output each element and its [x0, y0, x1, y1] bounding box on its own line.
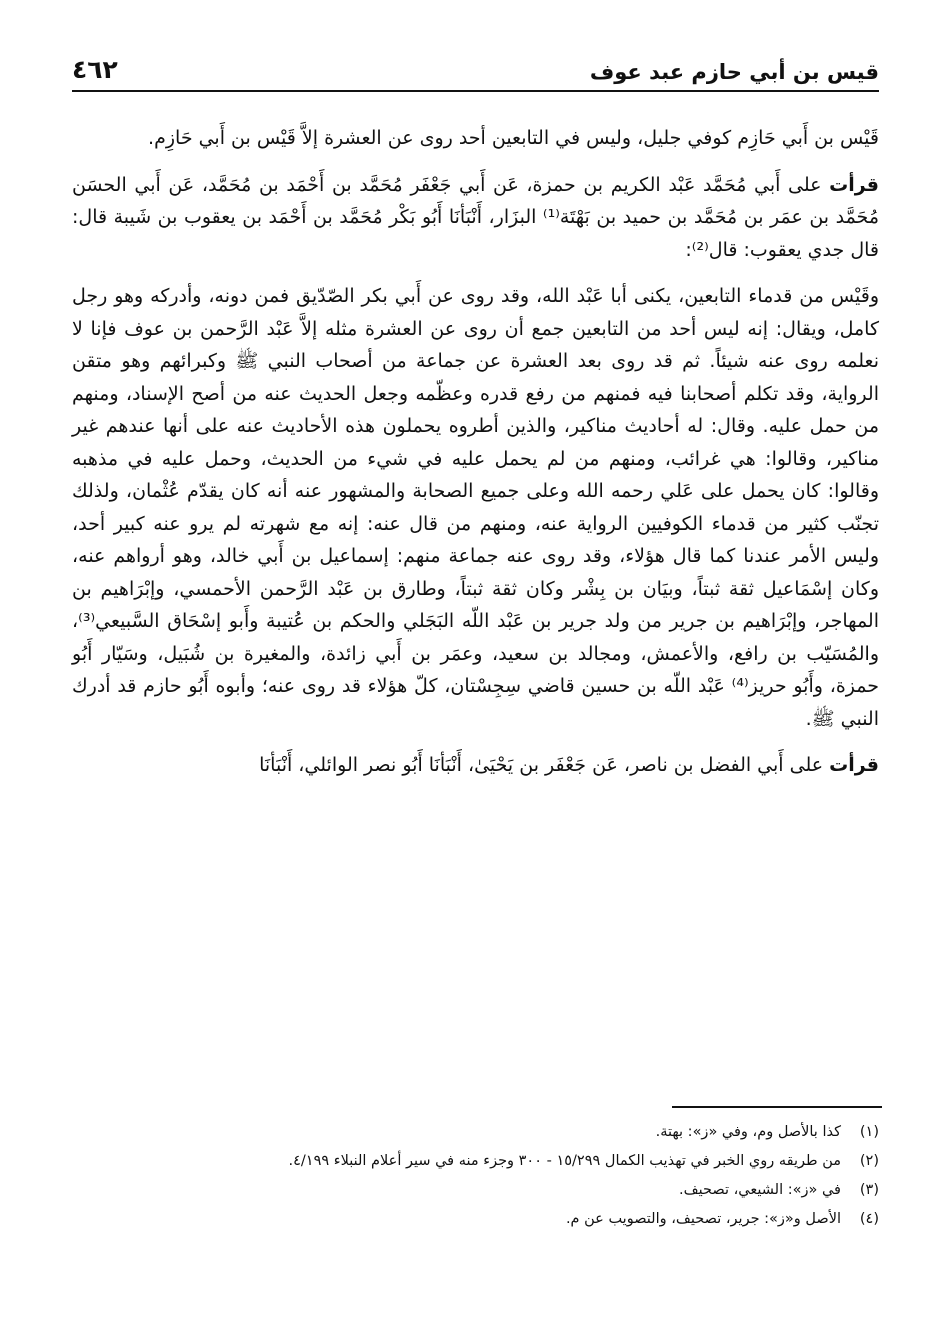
footnote-item — [72, 1147, 879, 1176]
footnote-item — [72, 1176, 879, 1205]
page-number: ٤٦٢ — [72, 55, 118, 84]
footnote-item — [72, 1205, 879, 1234]
paragraph-text: على أَبي الفضل بن ناصر، عَن جَعْفَر بن يَحْيَىٰ، أَنْبَأنَا أَبُو نصر الوائلي، أَنْبَأنَا — [259, 754, 830, 776]
paragraph-text: قَيْس بن أَبي حَازِم كوفي جليل، وليس في التابعين أحد روى عن العشرة إلاَّ قَيْس بن أَبي حَازِم. — [148, 127, 879, 149]
footnotes — [72, 1118, 879, 1234]
footnote-text: الأصل و«ز»: جرير، تصحيف، والتصويب عن م. — [565, 1211, 841, 1227]
footnote-divider — [672, 1106, 882, 1108]
main-text — [72, 122, 879, 782]
footnote-text: من طريقه روي الخبر في تهذيب الكمال ١٥/٢٩٩ - ٣٠٠ وجزء منه في سير أعلام النبلاء ٤/١٩٩. — [288, 1153, 841, 1169]
paragraph-isnad-2 — [72, 749, 879, 782]
footnote-number: (٣) — [859, 1182, 879, 1198]
footnote-text: كذا بالأصل وم، وفي «ز»: بهتة. — [655, 1124, 841, 1140]
footnote-item — [72, 1118, 879, 1147]
paragraph-lead-word: قرأت — [829, 173, 879, 196]
paragraph-text: على أَبي مُحَمَّد عَبْد الكريم بن حمزة، عَن أَبي جَعْفَر مُحَمَّد بن أَحْمَد بن مُحَمَّد، عَن أَبي الحسَن مُحَمَّد بن عمَر بن مُحَمَّد بن حميد بن بَهْتَة⁽¹⁾ البزَار، أَنْبَأنَا أَبُو بَكْر مُحَمَّد بن أَحْمَد بن يعقوب بن شَيبة قال: قال جدي يعقوب: قال⁽²⁾: — [72, 173, 879, 261]
footnote-text: في «ز»: الشيعي، تصحيف. — [679, 1182, 841, 1198]
footnote-number: (٢) — [859, 1153, 879, 1169]
paragraph-biography — [72, 280, 879, 735]
paragraph-lead-word: قرأت — [829, 754, 879, 776]
paragraph-intro — [72, 122, 879, 155]
footnote-number: (١) — [859, 1124, 879, 1140]
running-title: قيس بن أبي حازم عبد عوف — [589, 60, 879, 84]
paragraph-isnad-1 — [72, 169, 879, 267]
footnote-number: (٤) — [859, 1211, 879, 1227]
paragraph-text: وقَيْس من قدماء التابعين، يكنى أبا عَبْد الله، وقد روى عن أَبي بكر الصّدّيق فمن دونه، وأدركه وهو رجل كامل، ويقال: إنه ليس أحد من التابعين جمع أن روى عن العشرة مثله إلاَّ عَبْد الرَّحمن بن عوف فإنا لا نعلمه روى عنه شيئاً. ثم قد روى بعد العشرة عن جماعة من أصحاب النبي ﷺ وكبرائهم وهو متقن الرواية، وقد تكلم أصحابنا فيه فمنهم من رفع قدره وعظّمه وجعل الحديث عنه من أصح الإسناد، ومنهم من حمل عليه. وقال: له أحاديث مناكير، والذين أطروه يحملون هذه الأحاديث عنه على أنها عندهم غير مناكير، وقالوا: هي غرائب، ومنهم من لم يحمل عليه في شيء من الحديث، وحمل عليه في مذهبه وقالوا: كان يحمل على عَلي رحمه الله وعلى جميع الصحابة والمشهور عنه أنه كان يقدّم عُثْمان، ولذلك تجنّب كثير من قدماء الكوفيين الرواية عنه، ومنهم من قال عنه: إنه مع شهرته لم يرو عنه كبير أحد، وليس الأمر عندنا كما قال هؤلاء، وقد روى عنه جماعة منهم: إسماعيل بن أَبي خالد، وهو أرواهم عنه، وكان إسْمَاعيل ثقة ثبتاً، وبيَان بن بِشْر وكان ثقة ثبتاً، وطارق بن عَبْد الرَّحمن الأحمسي، وإبْرَاهيم بن المهاجر، وإبْرَاهيم بن جرير من ولد جرير بن عَبْد اللّه البَجَلي والحكم بن عُتيبة وأَبو إسْحَاق السَّبيعي⁽³⁾، والمُسَيّب بن رافع، والأعمش، ومجالد بن سعيد، وعمَر بن أَبي زائدة، والمغيرة بن شُبَيل، وسَيّار أَبُو حمزة، وأَبُو حريز⁽⁴⁾ عَبْد اللّه بن حسين قاضي سِجِسْتان، كلّ هؤلاء قد روى عنه؛ وأبوه أَبُو حازم قد أدرك النبي ﷺ. — [72, 285, 879, 730]
page-header — [72, 52, 879, 92]
